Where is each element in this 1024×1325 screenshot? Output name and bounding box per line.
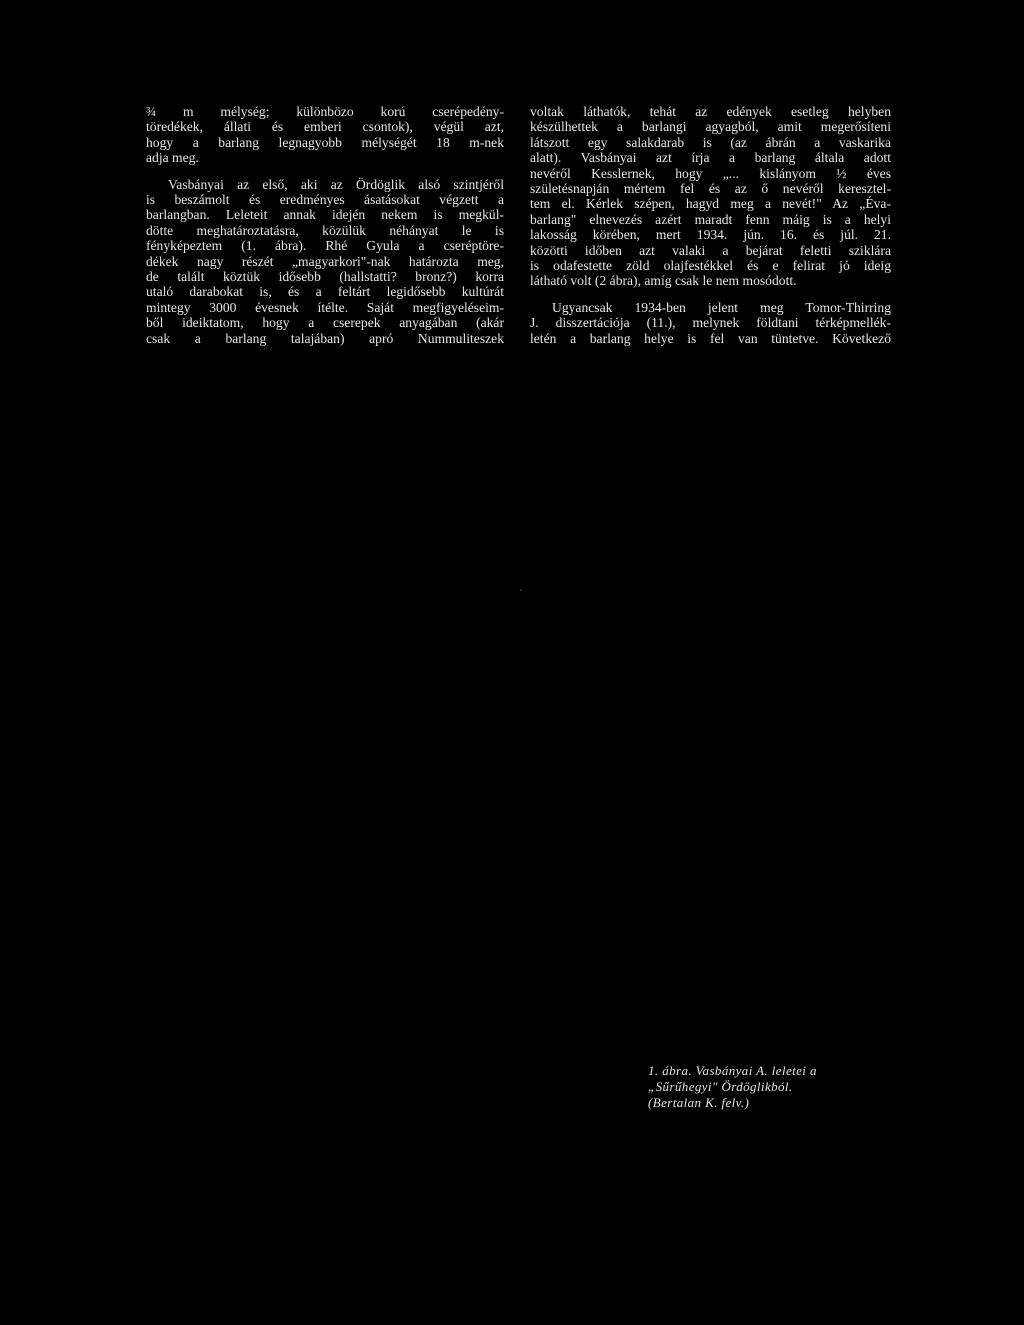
left-text-column <box>146 104 504 346</box>
text-line: látszott egy salakdarab is (az ábrán a vaskarika <box>530 134 891 150</box>
text-line: utaló darabokat is, és a feltárt legidősebb kultúrát <box>146 284 504 300</box>
text-line: töredékek, állati és emberi csontok), végül azt, <box>146 119 504 135</box>
text-line: barlang" elnevezés azért maradt fenn máig is a helyi <box>530 211 891 227</box>
text-line: ből ideiktatom, hogy a cserepek anyagában (akár <box>146 315 504 331</box>
figure-caption <box>648 1063 908 1111</box>
text-line: születésnapján mértem fel és az ő nevéről keresztel- <box>530 181 891 197</box>
text-line: is beszámolt és eredményes ásatásokat végzett a <box>146 192 504 208</box>
text-line: de talált köztük idősebb (hallstatti? bronz?) korra <box>146 269 504 285</box>
text-line: készülhettek a barlangi agyagból, amit megerősíteni <box>530 119 891 135</box>
text-line: Vasbányai az első, aki az Ördöglik alsó szintjéről <box>168 176 504 192</box>
text-line: tem el. Kérlek szépen, hagyd meg a nevét!" Az „Éva- <box>530 196 891 212</box>
text-line: voltak láthatók, tehát az edények esetleg helyben <box>530 104 891 119</box>
caption-line: „Sűrűhegyi" Ördöglikból. <box>648 1079 793 1094</box>
text-line: nevéről Kesslernek, hogy „... kislányom ½ éves <box>530 165 891 181</box>
text-line: ¾ m mélység; különbözo korú cserépedény- <box>146 104 504 119</box>
text-line: alatt). Vasbányai azt írja a barlang általa adott <box>530 150 891 166</box>
right-text-column <box>530 104 891 346</box>
text-line: J. disszertációja (11.), melynek földtani térképmellék- <box>530 315 891 331</box>
text-line: közötti időben azt valaki a bejárat feletti sziklára <box>530 242 891 258</box>
text-line: dékek nagy részét „magyarkori"-nak határozta meg, <box>146 253 504 269</box>
text-line: mintegy 3000 évesnek ítélte. Saját megfigyeléseim- <box>146 299 504 315</box>
text-line: Ugyancsak 1934-ben jelent meg Tomor-Thirring <box>552 299 891 315</box>
text-line: is odafestette zöld olajfestékkel és e felirat jó ideig <box>530 258 891 274</box>
text-line: látható volt (2 ábra), amíg csak le nem mosódott. <box>530 273 797 289</box>
text-line: adja meg. <box>146 150 199 166</box>
text-line: csak a barlang talajában) apró Nummuliteszek <box>146 330 504 346</box>
text-line: hogy a barlang legnagyobb mélységét 18 m-nek <box>146 134 504 150</box>
caption-line: (Bertalan K. felv.) <box>648 1095 750 1110</box>
text-line: letén a barlang helye is fel van tüntetve. Következő <box>530 330 891 346</box>
caption-line: 1. ábra. Vasbányai A. leletei a <box>648 1063 817 1078</box>
text-line: lakosság körében, mert 1934. jún. 16. és júl. 21. <box>530 227 891 243</box>
text-line: fényképeztem (1. ábra). Rhé Gyula a cseréptöre- <box>146 238 504 254</box>
text-line: barlangban. Leleteit annak idején nekem is megkül- <box>146 207 504 223</box>
text-line: dötte meghatároztatásra, közülük néhányat le is <box>146 222 504 238</box>
scan-speck <box>520 589 522 591</box>
